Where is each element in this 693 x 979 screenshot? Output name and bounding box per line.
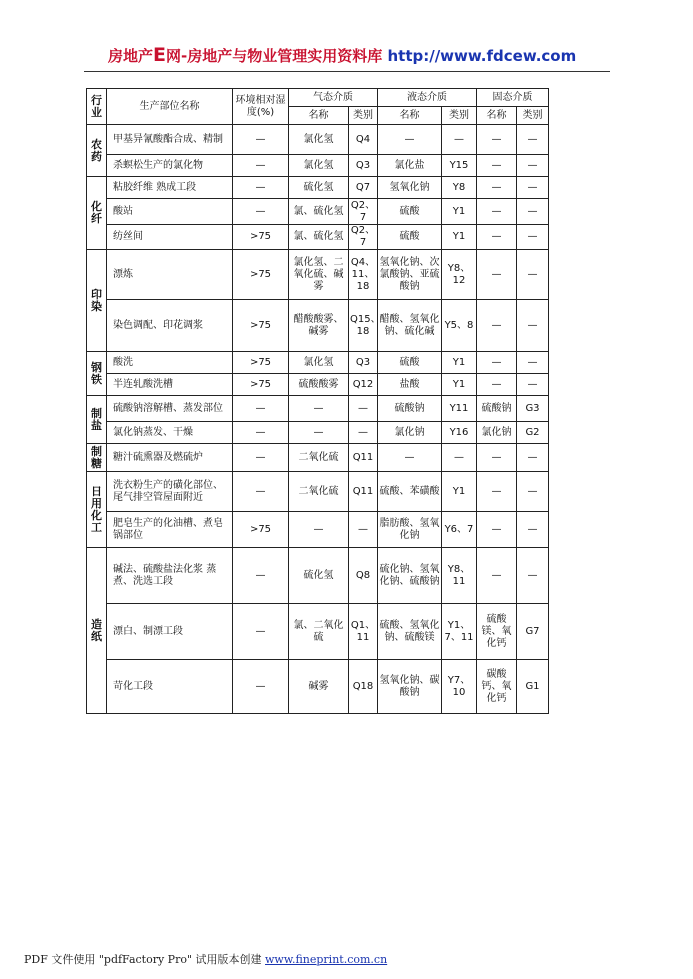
cell-liquid: 氢氧化钠、次氯酸钠、亚硫酸钠 xyxy=(378,250,442,300)
cell-location: 漂白、制漂工段 xyxy=(107,604,233,660)
cell-gas: 二氧化硫 xyxy=(289,444,349,472)
cell-liquid: 硫化钠、氢氧化钠、硫酸钠 xyxy=(378,548,442,604)
cell-solid-cat: — xyxy=(517,250,549,300)
cell-liquid: 氯化盐 xyxy=(378,155,442,177)
cell-location: 蒸煮、洗选工段 xyxy=(113,563,217,587)
cell-location: 酸站 xyxy=(107,199,233,225)
cell-gas: 氯、硫化氢 xyxy=(289,199,349,225)
cell-location: 肥皂生产的化油槽、煮皂锅部位 xyxy=(107,512,233,548)
cell-solid: — xyxy=(477,250,517,300)
cell-liquid: 氯化钠 xyxy=(378,422,442,444)
cell-gas: 氯化氢 xyxy=(289,125,349,155)
cell-humidity: — xyxy=(233,548,289,604)
cell-gas: 硫酸酸雾 xyxy=(289,374,349,396)
cell-humidity: >75 xyxy=(233,512,289,548)
cell-liquid-cat: Y8、12 xyxy=(442,250,477,300)
cell-liquid: — xyxy=(378,444,442,472)
cell-gas: 碱雾 xyxy=(289,660,349,714)
cell-liquid: 盐酸 xyxy=(378,374,442,396)
table-row xyxy=(87,374,549,396)
cell-solid: — xyxy=(477,512,517,548)
table-row xyxy=(87,352,549,374)
cell-liquid-cat: Y8、11 xyxy=(442,548,477,604)
header-url-link[interactable]: http://www.fdcew.com xyxy=(387,47,577,65)
cell-gas-cat: Q1、11 xyxy=(349,604,378,660)
cell-humidity: — xyxy=(233,422,289,444)
cell-location: 杀螟松生产的氯化物 xyxy=(107,155,233,177)
cell-solid-cat: G2 xyxy=(517,422,549,444)
cell-humidity: — xyxy=(233,604,289,660)
cell-liquid: 硫酸 xyxy=(378,352,442,374)
cell-humidity: — xyxy=(233,396,289,422)
cell-solid: 硫酸钠 xyxy=(477,396,517,422)
cell-solid-cat: — xyxy=(517,125,549,155)
th-liquid-name: 名称 xyxy=(378,107,442,125)
cell-location: 苛化工段 xyxy=(107,660,233,714)
cell-liquid-cat: Y1、7、11 xyxy=(442,604,477,660)
cell-location: 漂炼 xyxy=(107,250,233,300)
header-brand-1: 房地产 xyxy=(108,47,154,65)
cell-liquid-cat: Y5、8 xyxy=(442,300,477,352)
th-solid-name: 名称 xyxy=(477,107,517,125)
cell-solid: — xyxy=(477,444,517,472)
cell-gas-cat: Q3 xyxy=(349,352,378,374)
cell-humidity: — xyxy=(233,155,289,177)
cell-location-group xyxy=(107,177,233,199)
th-liquid: 液态介质 xyxy=(378,89,477,107)
corrosive-media-table xyxy=(86,88,549,714)
cell-humidity: — xyxy=(233,125,289,155)
cell-gas-cat: Q2、7 xyxy=(349,199,378,225)
cell-humidity: >75 xyxy=(233,352,289,374)
cell-gas-cat: Q18 xyxy=(349,660,378,714)
cell-location: 硫酸钠溶解槽、蒸发部位 xyxy=(107,396,233,422)
cell-humidity: >75 xyxy=(233,300,289,352)
table-row xyxy=(87,604,549,660)
cell-liquid-cat: Y16 xyxy=(442,422,477,444)
cell-liquid: 氢氧化钠、碳酸钠 xyxy=(378,660,442,714)
header-brand-e: E xyxy=(153,44,166,66)
cell-solid: — xyxy=(477,300,517,352)
cell-liquid-cat: Y1 xyxy=(442,225,477,250)
table-row xyxy=(87,199,549,225)
cell-solid: — xyxy=(477,177,517,199)
cell-liquid-cat: Y6、7 xyxy=(442,512,477,548)
cell-gas-cat: — xyxy=(349,396,378,422)
cell-gas-cat: Q3 xyxy=(349,155,378,177)
cell-gas-cat: Q7 xyxy=(349,177,378,199)
cell-liquid-cat: Y1 xyxy=(442,199,477,225)
cell-humidity: >75 xyxy=(233,374,289,396)
cell-solid: — xyxy=(477,472,517,512)
cell-liquid: 氢氧化钠 xyxy=(378,177,442,199)
cell-liquid-cat: — xyxy=(442,444,477,472)
cell-liquid: 硫酸 xyxy=(378,199,442,225)
cell-gas: 氯、二氧化硫 xyxy=(289,604,349,660)
cell-location: 半连轧酸洗槽 xyxy=(107,374,233,396)
table-row xyxy=(87,155,549,177)
cell-solid-cat: — xyxy=(517,472,549,512)
footer-text: PDF 文件使用 "pdfFactory Pro" 试用版本创建 xyxy=(24,953,266,966)
th-industry: 行业 xyxy=(87,89,107,125)
table-row xyxy=(87,177,549,199)
cell-location: 纺丝间 xyxy=(107,225,233,250)
cell-humidity: >75 xyxy=(233,250,289,300)
cell-solid-cat: — xyxy=(517,352,549,374)
cell-liquid: — xyxy=(378,125,442,155)
cell-solid-cat: — xyxy=(517,548,549,604)
table-row xyxy=(87,660,549,714)
group-agro: 农药 xyxy=(87,125,107,177)
cell-location: 甲基异氰酸酯合成、精制 xyxy=(107,125,233,155)
table-row xyxy=(87,548,549,604)
group-paper-sub: 碱法、硫酸盐法化浆 xyxy=(113,563,203,575)
cell-location: 熟成工段 xyxy=(156,181,197,193)
cell-humidity: — xyxy=(233,444,289,472)
cell-solid: 碳酸钙、氧化钙 xyxy=(477,660,517,714)
cell-liquid-cat: Y11 xyxy=(442,396,477,422)
group-dye: 印染 xyxy=(87,250,107,352)
cell-location: 糖汁硫熏器及燃硫炉 xyxy=(107,444,233,472)
page-header xyxy=(108,44,588,72)
cell-gas-cat: Q8 xyxy=(349,548,378,604)
cell-gas: 氯化氢 xyxy=(289,155,349,177)
th-location: 生产部位名称 xyxy=(107,89,233,125)
table-row xyxy=(87,225,549,250)
th-solid: 固态介质 xyxy=(477,89,549,107)
table-row xyxy=(87,422,549,444)
cell-gas-cat: Q11 xyxy=(349,444,378,472)
table-row xyxy=(87,300,549,352)
cell-solid: — xyxy=(477,225,517,250)
group-steel: 钢铁 xyxy=(87,352,107,396)
cell-gas-cat: Q12 xyxy=(349,374,378,396)
th-gas-cat: 类别 xyxy=(349,107,378,125)
cell-liquid-cat: — xyxy=(442,125,477,155)
cell-humidity: — xyxy=(233,472,289,512)
cell-gas: — xyxy=(289,422,349,444)
cell-solid-cat: — xyxy=(517,199,549,225)
cell-gas-cat: — xyxy=(349,512,378,548)
group-viscose: 粘胶纤维 xyxy=(113,181,153,193)
cell-solid: — xyxy=(477,155,517,177)
cell-liquid-cat: Y7、10 xyxy=(442,660,477,714)
pdf-footer xyxy=(24,951,387,967)
cell-liquid-cat: Y8 xyxy=(442,177,477,199)
cell-liquid-cat: Y1 xyxy=(442,352,477,374)
cell-gas-cat: Q15、18 xyxy=(349,300,378,352)
cell-solid: — xyxy=(477,199,517,225)
cell-solid-cat: — xyxy=(517,225,549,250)
cell-solid: — xyxy=(477,352,517,374)
th-gas-name: 名称 xyxy=(289,107,349,125)
cell-gas: 氯化氢 xyxy=(289,352,349,374)
table-row xyxy=(87,125,549,155)
group-sugar: 制糖 xyxy=(87,444,107,472)
cell-liquid-cat: Y1 xyxy=(442,472,477,512)
cell-humidity: >75 xyxy=(233,225,289,250)
cell-liquid: 脂肪酸、氢氧化钠 xyxy=(378,512,442,548)
table-row xyxy=(87,396,549,422)
header-brand-2: 网 xyxy=(166,47,182,65)
cell-solid-cat: — xyxy=(517,155,549,177)
cell-humidity: — xyxy=(233,177,289,199)
cell-gas-cat: Q4、11、18 xyxy=(349,250,378,300)
cell-location-group xyxy=(107,548,233,604)
group-paper: 造纸 xyxy=(87,548,107,714)
th-humidity: 环境相对湿度(%) xyxy=(233,89,289,125)
cell-solid-cat: — xyxy=(517,512,549,548)
cell-solid: — xyxy=(477,374,517,396)
cell-solid-cat: G1 xyxy=(517,660,549,714)
header-subtitle: -房地产与物业管理实用资料库 xyxy=(181,47,388,65)
cell-solid-cat: — xyxy=(517,374,549,396)
cell-solid-cat: G3 xyxy=(517,396,549,422)
cell-gas-cat: — xyxy=(349,422,378,444)
cell-solid: 硫酸镁、氧化钙 xyxy=(477,604,517,660)
table-row xyxy=(87,512,549,548)
header-divider xyxy=(84,71,610,72)
cell-location: 洗衣粉生产的磺化部位、尾气排空管屋面附近 xyxy=(107,472,233,512)
cell-gas-cat: Q4 xyxy=(349,125,378,155)
cell-liquid-cat: Y1 xyxy=(442,374,477,396)
cell-liquid: 硫酸 xyxy=(378,225,442,250)
cell-gas: — xyxy=(289,512,349,548)
cell-solid: 氯化钠 xyxy=(477,422,517,444)
group-salt: 制盐 xyxy=(87,396,107,444)
cell-gas: 氯化氢、二氧化硫、碱雾 xyxy=(289,250,349,300)
cell-gas: 硫化氢 xyxy=(289,548,349,604)
table-row xyxy=(87,250,549,300)
cell-gas: — xyxy=(289,396,349,422)
th-gas: 气态介质 xyxy=(289,89,378,107)
cell-gas-cat: Q11 xyxy=(349,472,378,512)
cell-solid-cat: G7 xyxy=(517,604,549,660)
cell-location: 酸洗 xyxy=(107,352,233,374)
group-fiber: 化纤 xyxy=(87,177,107,250)
cell-liquid: 醋酸、氢氧化钠、硫化碱 xyxy=(378,300,442,352)
cell-solid-cat: — xyxy=(517,444,549,472)
cell-solid-cat: — xyxy=(517,300,549,352)
cell-solid: — xyxy=(477,125,517,155)
table-row xyxy=(87,444,549,472)
cell-liquid-cat: Y15 xyxy=(442,155,477,177)
cell-solid-cat: — xyxy=(517,177,549,199)
cell-humidity: — xyxy=(233,199,289,225)
cell-gas-cat: Q2、7 xyxy=(349,225,378,250)
th-solid-cat: 类别 xyxy=(517,107,549,125)
group-chem: 日用化工 xyxy=(87,472,107,548)
cell-solid: — xyxy=(477,548,517,604)
cell-gas: 硫化氢 xyxy=(289,177,349,199)
cell-gas: 二氧化硫 xyxy=(289,472,349,512)
table-row xyxy=(87,472,549,512)
cell-location: 染色调配、印花调浆 xyxy=(107,300,233,352)
cell-humidity: — xyxy=(233,660,289,714)
footer-link[interactable]: www.fineprint.com.cn xyxy=(265,953,388,966)
cell-liquid: 硫酸、苯磺酸 xyxy=(378,472,442,512)
cell-location: 氯化钠蒸发、干燥 xyxy=(107,422,233,444)
th-liquid-cat: 类别 xyxy=(442,107,477,125)
cell-liquid: 硫酸钠 xyxy=(378,396,442,422)
cell-gas: 氯、硫化氢 xyxy=(289,225,349,250)
header-row-1 xyxy=(87,89,549,107)
cell-gas: 醋酸酸雾、碱雾 xyxy=(289,300,349,352)
cell-liquid: 硫酸、氢氧化钠、硫酸镁 xyxy=(378,604,442,660)
